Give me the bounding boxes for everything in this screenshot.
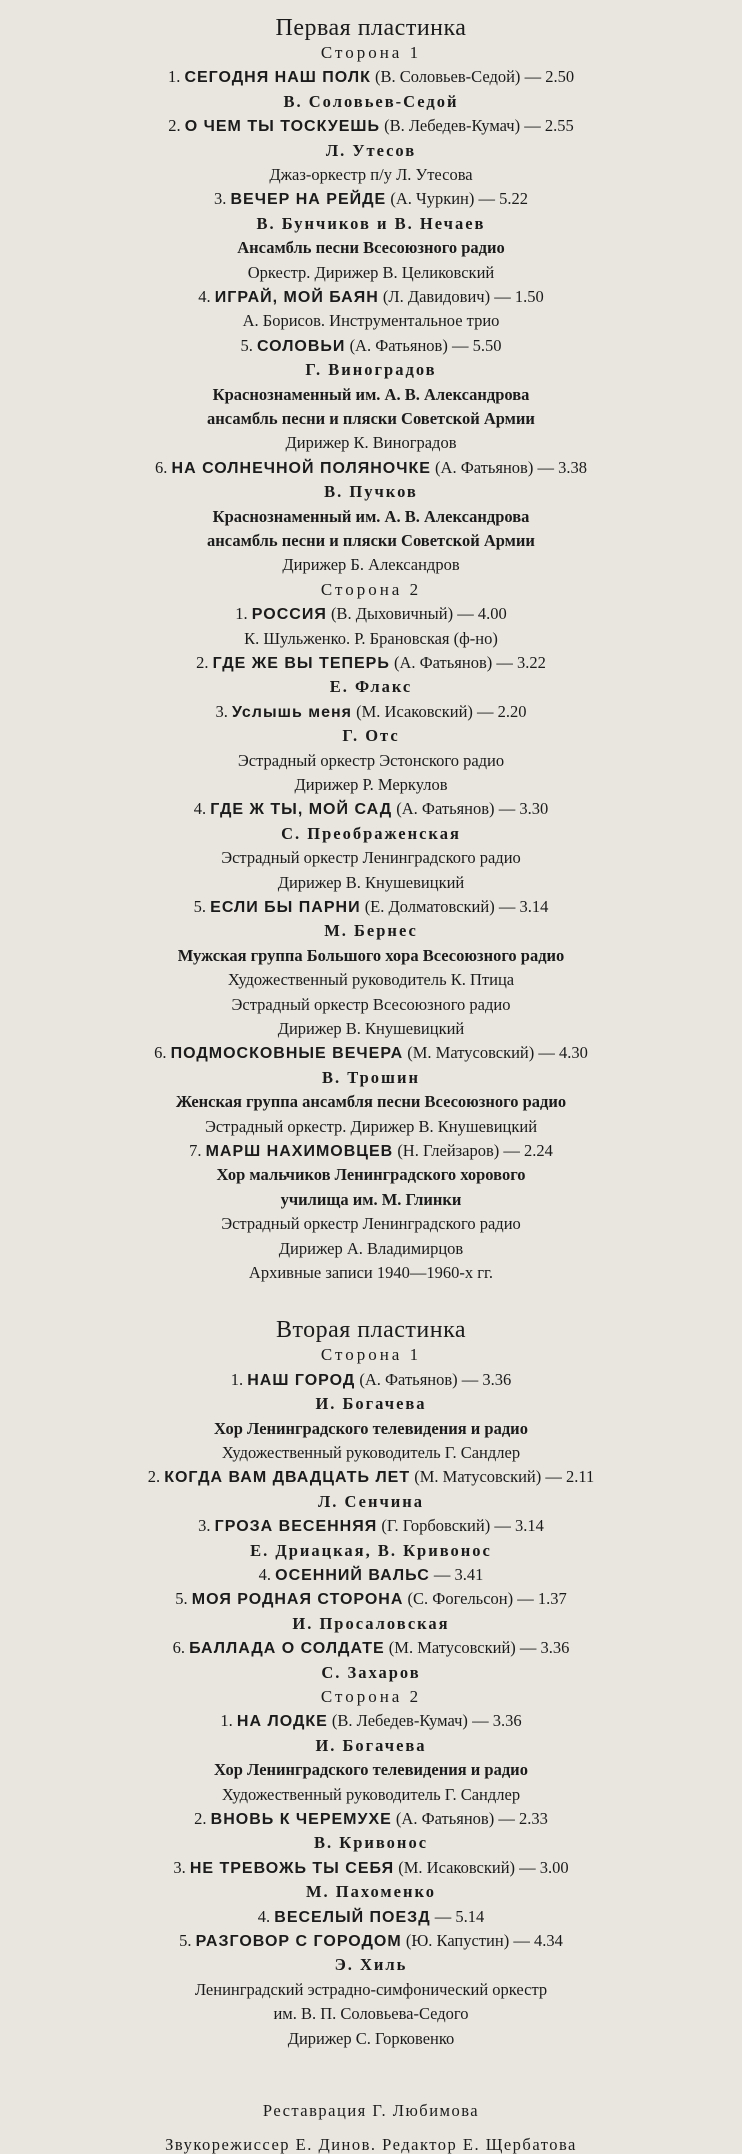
track-number: 3. <box>173 1857 186 1877</box>
ensemble-line: училища им. М. Глинки <box>280 1189 462 1209</box>
track-line <box>0 337 742 356</box>
track-title: ВЕСЕЛЫЙ ПОЕЗД <box>274 1908 431 1926</box>
track-title: РАЗГОВОР С ГОРОДОМ <box>195 1933 402 1950</box>
track-author: (М. Исаковский) <box>398 1857 516 1877</box>
ensemble-line: Хор мальчиков Ленинградского хорового <box>216 1165 526 1185</box>
performer-line: Г. Виноградов <box>305 360 437 380</box>
track-title: НА СОЛНЕЧНОЙ ПОЛЯНОЧКЕ <box>171 459 431 477</box>
performer-line: Е. Флакс <box>329 677 413 697</box>
disc1-title: Первая пластинка <box>275 15 467 41</box>
track-line <box>0 1908 742 1927</box>
track-duration: — 5.22 <box>478 189 529 209</box>
track-title: ГДЕ ЖЕ ВЫ ТЕПЕРЬ <box>212 655 390 672</box>
ensemble-line: ансамбль песни и пляски Советской Армии <box>207 409 535 428</box>
track-number: 1. <box>167 67 181 87</box>
performer-line: В. Бунчиков и В. Нечаев <box>256 213 486 233</box>
performer-line: В. Пучков <box>324 482 418 502</box>
track-author: (А. Фатьянов) <box>395 1809 495 1828</box>
track-number: 5. <box>193 897 207 916</box>
track-duration: — 3.22 <box>496 653 546 672</box>
credit-line: К. Шульженко. Р. Брановская (ф-но) <box>244 628 498 648</box>
track-line <box>0 190 742 209</box>
track-duration: — 4.00 <box>457 604 507 624</box>
track-duration: — 3.41 <box>433 1565 484 1584</box>
track-number: 1. <box>235 604 248 624</box>
credit-line: А. Борисов. Инструментальное трио <box>242 311 500 331</box>
track-line <box>0 1142 742 1161</box>
credit-line: им. В. П. Соловьева-Седого <box>273 2004 469 2024</box>
track-title: ЕСЛИ БЫ ПАРНИ <box>210 899 361 916</box>
track-number: 4. <box>257 1906 271 1926</box>
credit-line: Дирижер Б. Александров <box>282 555 460 575</box>
credit-line: Художественный руководитель Г. Сандлер <box>221 1443 521 1462</box>
track-line <box>0 1590 742 1609</box>
credit-line: Дирижер В. Кнушевицкий <box>277 1019 465 1038</box>
track-number: 5. <box>175 1589 188 1609</box>
engineer-credit: Звукорежиссер Е. Динов. Редактор Е. Щербатова <box>165 2135 577 2154</box>
track-author: (В. Соловьев-Седой) <box>374 67 521 87</box>
track-number: 3. <box>213 189 227 209</box>
track-duration: — 3.38 <box>537 457 587 477</box>
track-duration: — 3.14 <box>494 1516 544 1536</box>
ensemble-line: Хор Ленинградского телевидения и радио <box>214 1760 528 1780</box>
track-number: 4. <box>198 287 211 306</box>
disc2-side2-heading: Сторона 2 <box>320 1687 422 1706</box>
ensemble-line: Краснознаменный им. А. В. Александрова <box>212 506 530 526</box>
track-duration: — 5.50 <box>451 335 502 355</box>
track-title: О ЧЕМ ТЫ ТОСКУЕШЬ <box>184 118 380 136</box>
track-author: (В. Лебедев-Кумач) <box>384 116 521 136</box>
performer-line: Л. Сенчина <box>317 1491 425 1511</box>
disc1-side2-heading: Сторона 2 <box>320 579 422 599</box>
track-duration: — 3.30 <box>498 799 549 819</box>
credit-line: Художественный руководитель Г. Сандлер <box>221 1784 521 1804</box>
track-number: 2. <box>168 116 181 136</box>
track-line <box>0 1566 742 1585</box>
track-author: (М. Матусовский) <box>414 1467 542 1487</box>
performer-line: М. Бернес <box>324 921 418 941</box>
track-title: РОССИЯ <box>251 606 327 624</box>
ensemble-line: Краснознаменный им. А. В. Александрова <box>212 384 530 404</box>
track-line <box>0 1859 742 1878</box>
track-title: МАРШ НАХИМОВЦЕВ <box>205 1143 394 1160</box>
track-author: (А. Фатьянов) <box>359 1369 458 1389</box>
track-author: (С. Фогельсон) <box>407 1589 514 1609</box>
credit-line: Дирижер Р. Меркулов <box>294 775 448 794</box>
credit-line: Ленинградский эстрадно-симфонический оркестр <box>194 1979 548 1999</box>
performer-line: В. Трошин <box>321 1067 420 1087</box>
disc2-side1-heading: Сторона 1 <box>320 1345 422 1365</box>
track-line <box>0 1517 742 1536</box>
track-line <box>0 898 742 917</box>
track-duration: — 3.36 <box>461 1369 512 1389</box>
restoration-credit: Реставрация Г. Любимова <box>262 2101 480 2120</box>
track-title: КОГДА ВАМ ДВАДЦАТЬ ЛЕТ <box>164 1469 411 1487</box>
track-title: Услышь меня <box>231 703 352 721</box>
track-line <box>0 459 742 478</box>
performer-line: В. Соловьев-Седой <box>283 91 459 111</box>
track-number: 6. <box>154 1043 167 1063</box>
credit-line: Эстрадный оркестр Ленинградского радио <box>221 848 521 868</box>
track-duration: — 3.36 <box>472 1711 522 1731</box>
track-title: МОЯ РОДНАЯ СТОРОНА <box>191 1591 404 1609</box>
track-author: (В. Дыховичный) <box>330 604 454 624</box>
performer-line: Г. Отс <box>342 726 400 746</box>
track-author: (А. Фатьянов) <box>435 457 534 477</box>
track-duration: — 1.50 <box>494 287 544 306</box>
track-line <box>0 1810 742 1829</box>
performer-line: Е. Дриацкая, В. Кривонос <box>250 1540 492 1560</box>
track-author: (М. Матусовский) <box>407 1043 535 1063</box>
track-number: 2. <box>147 1467 161 1487</box>
credit-line: Дирижер К. Виноградов <box>285 433 457 453</box>
track-duration: — 5.14 <box>434 1906 485 1926</box>
performer-line: С. Преображенская <box>281 823 461 843</box>
ensemble-line: Хор Ленинградского телевидения и радио <box>214 1418 528 1438</box>
track-line <box>0 1371 742 1390</box>
track-author: (Н. Глейзаров) <box>397 1141 500 1160</box>
track-duration: — 2.50 <box>524 67 575 87</box>
track-duration: — 4.34 <box>513 1931 563 1950</box>
track-number: 5. <box>240 335 253 355</box>
track-line <box>0 288 742 307</box>
track-title: БАЛЛАДА О СОЛДАТЕ <box>189 1640 385 1658</box>
ensemble-line: Ансамбль песни Всесоюзного радио <box>237 238 505 258</box>
track-number: 2. <box>196 653 209 672</box>
track-author: (Г. Горбовский) <box>381 1516 491 1536</box>
credit-line: Дирижер В. Кнушевицкий <box>277 872 465 892</box>
track-line <box>0 1044 742 1063</box>
track-line <box>0 605 742 624</box>
performer-line: М. Пахоменко <box>305 1882 437 1902</box>
track-author: (А. Чуркин) <box>390 189 475 209</box>
track-number: 7. <box>189 1141 202 1160</box>
credit-line: Дирижер С. Горковенко <box>287 2028 455 2048</box>
track-author: (Л. Давидович) <box>382 287 491 306</box>
track-author: (М. Матусовский) <box>388 1638 516 1658</box>
track-title: НЕ ТРЕВОЖЬ ТЫ СЕБЯ <box>189 1859 395 1877</box>
track-author: (М. Исаковский) <box>356 701 473 721</box>
track-title: ОСЕННИЙ ВАЛЬС <box>275 1567 430 1584</box>
track-duration: — 2.24 <box>503 1141 553 1160</box>
track-title: СОЛОВЬИ <box>257 337 346 355</box>
track-number: 6. <box>172 1638 185 1658</box>
track-line <box>0 68 742 87</box>
performer-line: Э. Хиль <box>334 1955 408 1975</box>
track-duration: — 3.00 <box>519 1857 569 1877</box>
track-number: 1. <box>220 1711 233 1731</box>
track-number: 5. <box>179 1931 192 1950</box>
track-duration: — 2.20 <box>477 701 527 721</box>
track-number: 3. <box>198 1516 211 1536</box>
credit-line: Архивные записи 1940—1960-х гг. <box>248 1263 494 1282</box>
track-duration: — 1.37 <box>517 1589 567 1609</box>
track-number: 2. <box>194 1809 207 1828</box>
track-line <box>0 1932 742 1951</box>
track-number: 3. <box>215 701 228 721</box>
track-title: ВЕЧЕР НА РЕЙДЕ <box>230 191 387 209</box>
track-duration: — 4.30 <box>538 1043 588 1063</box>
track-line <box>0 654 742 673</box>
disc1-side1-heading: Сторона 1 <box>320 43 422 62</box>
performer-line: С. Захаров <box>321 1662 421 1682</box>
performer-line: В. Кривонос <box>313 1833 429 1853</box>
credit-line: Эстрадный оркестр Эстонского радио <box>237 750 505 770</box>
track-title: ПОДМОСКОВНЫЕ ВЕЧЕРА <box>170 1045 404 1063</box>
track-author: (Ю. Капустин) <box>405 1931 510 1950</box>
track-duration: — 3.36 <box>519 1638 570 1658</box>
track-title: ГРОЗА ВЕСЕННЯЯ <box>214 1518 378 1536</box>
track-number: 4. <box>193 799 207 819</box>
track-author: (А. Фатьянов) <box>396 799 495 819</box>
disc2-title: Вторая пластинка <box>275 1317 467 1344</box>
track-number: 1. <box>230 1369 244 1389</box>
track-author: (А. Фатьянов) <box>349 335 448 355</box>
performer-line: И. Просаловская <box>292 1613 450 1633</box>
credit-line: Оркестр. Дирижер В. Целиковский <box>247 262 495 282</box>
track-title: НАШ ГОРОД <box>247 1371 356 1389</box>
track-duration: — 3.14 <box>498 897 549 916</box>
ensemble-line: Женская группа ансамбля песни Всесоюзного радио <box>175 1092 567 1112</box>
track-title: ГДЕ Ж ТЫ, МОЙ САД <box>210 801 393 819</box>
track-line <box>0 1639 742 1658</box>
track-duration: — 2.33 <box>498 1809 548 1828</box>
ensemble-line: Мужская группа Большого хора Всесоюзного радио <box>177 945 565 965</box>
track-title: ВНОВЬ К ЧЕРЕМУХЕ <box>210 1811 392 1828</box>
track-title: СЕГОДНЯ НАШ ПОЛК <box>184 69 371 87</box>
credit-line: Художественный руководитель К. Птица <box>227 970 515 990</box>
credit-line: Джаз-оркестр п/у Л. Утесова <box>269 165 473 184</box>
track-line <box>0 800 742 819</box>
performer-line: И. Богачева <box>315 1735 427 1755</box>
track-line <box>0 1468 742 1487</box>
track-duration: — 2.11 <box>545 1467 595 1487</box>
track-number: 6. <box>155 457 168 477</box>
track-title: ИГРАЙ, МОЙ БАЯН <box>214 289 379 306</box>
credit-line: Эстрадный оркестр Ленинградского радио <box>221 1214 521 1234</box>
credit-line: Эстрадный оркестр Всесоюзного радио <box>231 994 511 1014</box>
track-number: 4. <box>258 1565 271 1584</box>
track-line <box>0 703 742 722</box>
performer-line: И. Богачева <box>315 1394 427 1414</box>
track-author: (Е. Долматовский) <box>364 897 495 916</box>
performer-line: Л. Утесов <box>325 140 417 160</box>
track-author: (А. Фатьянов) <box>393 653 493 672</box>
credit-line: Дирижер А. Владимирцов <box>278 1238 464 1258</box>
track-title: НА ЛОДКЕ <box>236 1713 328 1731</box>
track-author: (В. Лебедев-Кумач) <box>331 1711 468 1731</box>
track-line <box>0 117 742 136</box>
track-line <box>0 1712 742 1731</box>
track-duration: — 2.55 <box>524 116 574 136</box>
credit-line: Эстрадный оркестр. Дирижер В. Кнушевицкий <box>204 1116 538 1136</box>
ensemble-line: ансамбль песни и пляски Советской Армии <box>207 531 535 550</box>
